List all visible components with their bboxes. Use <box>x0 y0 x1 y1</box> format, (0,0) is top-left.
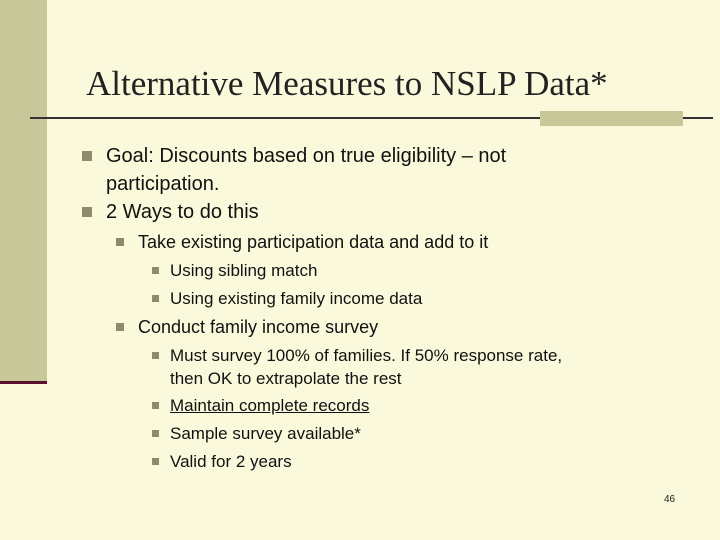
list-item-text: Sample survey available* <box>170 424 361 443</box>
square-bullet-icon <box>152 402 159 409</box>
square-bullet-icon <box>152 430 159 437</box>
list-item-text: Using sibling match <box>170 261 318 280</box>
page-number: 46 <box>664 494 676 505</box>
list-item-valid-years <box>170 450 292 473</box>
list-item-text-line1: Goal: Discounts based on true eligibility – not <box>106 145 507 167</box>
square-bullet-icon <box>116 238 124 246</box>
list-item-take-existing <box>138 230 488 254</box>
list-item-text-line2: participation. <box>106 173 220 195</box>
list-item-maintain-records <box>170 394 369 417</box>
left-decorative-bar <box>0 0 47 381</box>
list-item-text: Take existing participation data and add to it <box>138 232 489 252</box>
list-item-survey-100 <box>170 344 562 390</box>
square-bullet-icon <box>152 267 159 274</box>
square-bullet-icon <box>152 295 159 302</box>
list-item-goal <box>106 142 666 198</box>
list-item-two-ways <box>106 198 259 226</box>
square-bullet-icon <box>152 352 159 359</box>
list-item-sibling-match <box>170 259 317 282</box>
square-bullet-icon <box>82 151 92 161</box>
square-bullet-icon <box>116 323 124 331</box>
list-item-sample-survey <box>170 422 361 445</box>
list-item-text-line2: then OK to extrapolate the rest <box>170 369 402 388</box>
slide-title: Alternative Measures to NSLP Data* <box>86 64 608 103</box>
square-bullet-icon <box>82 207 92 217</box>
list-item-text: Using existing family income data <box>170 289 423 308</box>
list-item-family-income-data <box>170 287 422 310</box>
title-accent-block <box>540 111 683 126</box>
list-item-text: Valid for 2 years <box>170 452 292 471</box>
list-item-conduct-survey <box>138 315 378 339</box>
list-item-text: Conduct family income survey <box>138 317 379 337</box>
list-item-text-line1: Must survey 100% of families. If 50% response rate, <box>170 346 563 365</box>
square-bullet-icon <box>152 458 159 465</box>
left-bar-accent-line <box>0 381 47 384</box>
list-item-text: Maintain complete records <box>170 396 370 415</box>
list-item-text: 2 Ways to do this <box>106 201 259 223</box>
